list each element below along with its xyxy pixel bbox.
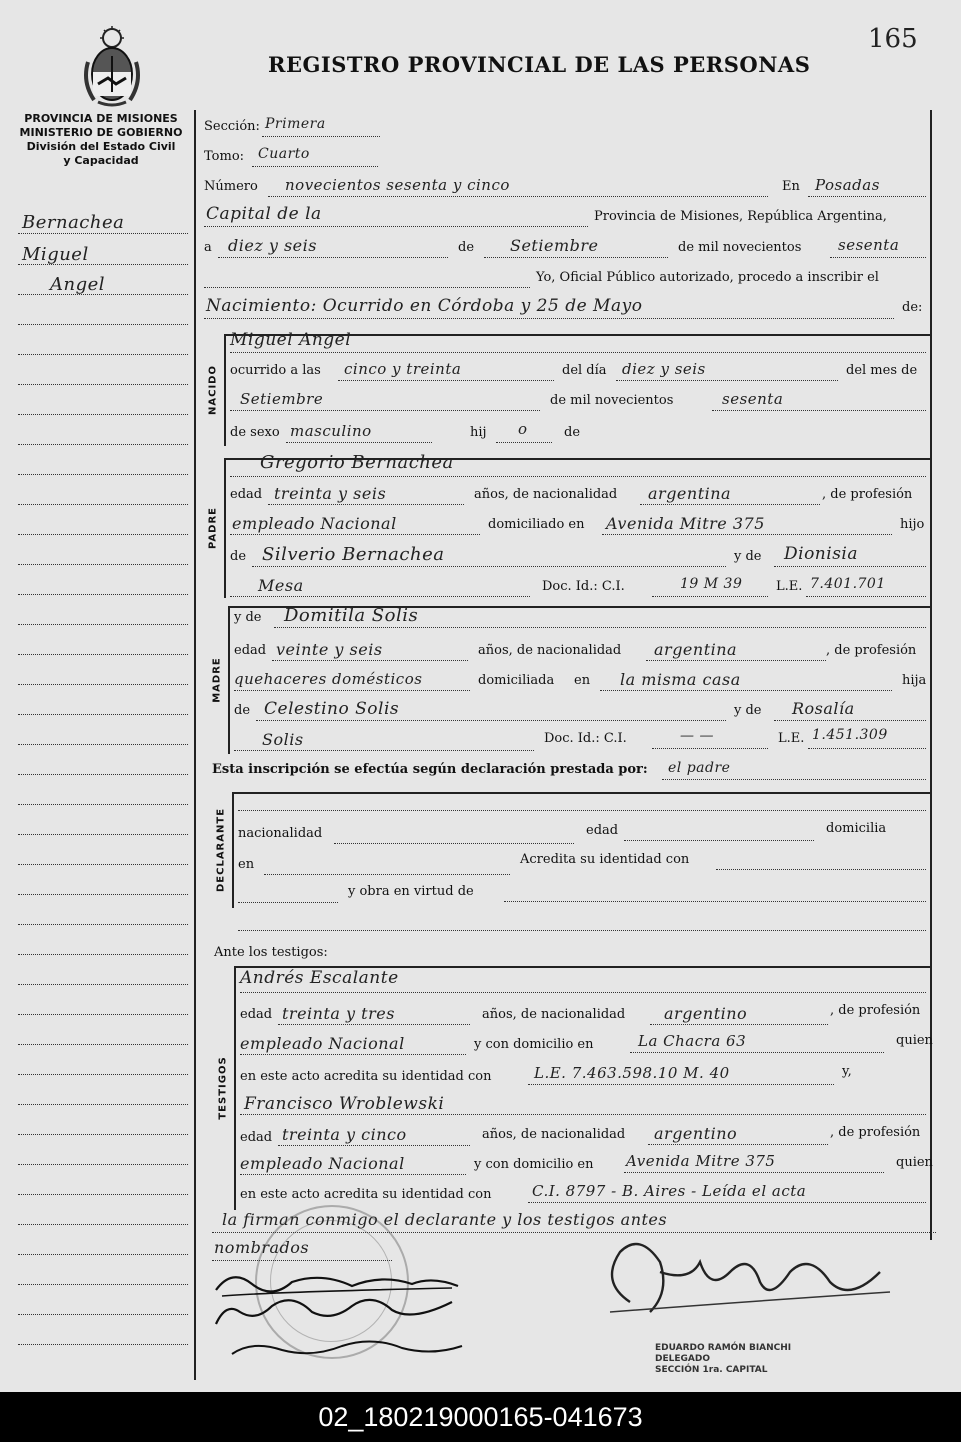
section-nacido <box>202 334 224 446</box>
rule <box>278 1024 470 1025</box>
rule <box>496 442 552 443</box>
label-domicilia: domicilia <box>826 821 887 836</box>
value-declarante: el padre <box>668 760 731 776</box>
rule <box>774 566 926 567</box>
label-doc: Doc. Id.: C.I. <box>542 579 625 594</box>
value-capital: Capital de la <box>206 204 322 224</box>
margin-rule <box>18 444 188 445</box>
value-madre-le: 1.451.309 <box>812 727 888 743</box>
coat-of-arms-icon <box>80 26 144 108</box>
value-anio2: sesenta <box>722 390 784 408</box>
margin-rule <box>18 1344 188 1345</box>
margin-rule <box>18 984 188 985</box>
label-a: a <box>204 240 212 255</box>
rule <box>484 257 668 258</box>
label-seccion: Sección: <box>204 119 260 134</box>
value-padre-le: 7.401.701 <box>810 576 886 592</box>
margin-rule <box>18 834 188 835</box>
label-de: de <box>564 425 581 440</box>
label-edad: edad <box>586 823 619 838</box>
margin-rule <box>18 1044 188 1045</box>
margin-rule <box>18 684 188 685</box>
rule <box>230 410 540 411</box>
label-domiciliado: domiciliado en <box>488 517 585 532</box>
label-del-mes: del mes de <box>846 363 918 378</box>
rule <box>272 660 468 661</box>
value-mes: Setiembre <box>510 236 599 255</box>
official-line: DELEGADO <box>655 1354 710 1364</box>
label-y-de: y de <box>734 549 762 564</box>
margin-rule <box>18 1074 188 1075</box>
label-con-dom: y con domicilio en <box>474 1037 594 1052</box>
label-provincia: Provincia de Misiones, República Argentina, <box>594 209 887 224</box>
label-quien: quien <box>896 1033 933 1048</box>
margin-rule <box>18 954 188 955</box>
value-madre-edad: veinte y seis <box>276 640 383 659</box>
issuer-line: MINISTERIO DE GOBIERNO <box>19 126 183 139</box>
rule <box>624 1172 884 1173</box>
rule <box>504 901 926 902</box>
margin-rule <box>18 354 188 355</box>
value-t1-edad: treinta y tres <box>282 1004 395 1023</box>
label-le: L.E. <box>778 731 805 746</box>
label-con-dom: y con domicilio en <box>474 1157 594 1172</box>
value-madre-prof: quehaceres domésticos <box>234 670 423 688</box>
label-doc: Doc. Id.: C.I. <box>544 731 627 746</box>
label-ocurrido: ocurrido a las <box>230 363 321 378</box>
margin-rule <box>18 414 188 415</box>
rule <box>240 1054 466 1055</box>
rule <box>264 874 510 875</box>
page-number: 165 <box>868 24 918 54</box>
value-cierre: la firman conmigo el declarante y los testigos antes <box>222 1210 668 1229</box>
rule <box>650 1024 828 1025</box>
label-le: L.E. <box>776 579 803 594</box>
margin-rule <box>18 594 188 595</box>
rule <box>204 226 588 227</box>
label-en: En <box>782 179 800 194</box>
label-edad: edad <box>240 1130 273 1145</box>
margin-rule <box>18 264 188 265</box>
value-t2-edad: treinta y cinco <box>282 1125 407 1144</box>
issuer-block <box>10 112 192 168</box>
rule <box>268 196 768 197</box>
section-testigos <box>212 966 234 1210</box>
rule <box>230 352 926 353</box>
value-nacimiento: Nacimiento: Ocurrido en Córdoba y 25 de Mayo <box>206 296 643 316</box>
rule <box>204 287 530 288</box>
label-de-mil: de mil novecientos <box>678 240 802 255</box>
label-quien: quien <box>896 1155 933 1170</box>
value-padre-prof: empleado Nacional <box>232 514 397 533</box>
margin-rule <box>18 1254 188 1255</box>
margin-rule <box>18 1104 188 1105</box>
value-t2-prof: empleado Nacional <box>240 1154 405 1173</box>
rule <box>652 748 768 749</box>
rule <box>278 1145 470 1146</box>
rule <box>238 810 926 811</box>
official-line: EDUARDO RAMÓN BIANCHI <box>655 1343 792 1353</box>
rule <box>234 750 534 751</box>
rule <box>338 380 554 381</box>
margin-rule <box>18 324 188 325</box>
label-edad: edad <box>230 487 263 502</box>
rule <box>600 690 892 691</box>
rule <box>662 779 926 780</box>
margin-rule <box>18 654 188 655</box>
value-madre-ci: — — <box>680 728 714 744</box>
official-line: SECCIÓN 1ra. CAPITAL <box>655 1365 768 1375</box>
margin-rule <box>18 564 188 565</box>
label-en: en <box>574 673 591 688</box>
label-en: en <box>238 857 255 872</box>
margin-name: Miguel <box>22 244 89 265</box>
label-anos: años, de nacionalidad <box>482 1007 626 1022</box>
margin-rule <box>18 894 188 895</box>
label-sexo: de sexo <box>230 425 280 440</box>
value-madre-dom: la misma casa <box>620 670 741 689</box>
rule <box>652 596 768 597</box>
value-t1-nombre: Andrés Escalante <box>240 968 399 988</box>
label-acto: en este acto acredita su identidad con <box>240 1187 492 1202</box>
rule <box>334 843 574 844</box>
value-hora: cinco y treinta <box>344 360 462 378</box>
label-hij: hij <box>470 425 487 440</box>
margin-rule <box>18 504 188 505</box>
label-y-comma: y, <box>842 1064 852 1079</box>
value-padre-dom: Avenida Mitre 375 <box>606 514 765 533</box>
rule <box>252 566 726 567</box>
label-edad: edad <box>240 1007 273 1022</box>
label-anos: años, de nacionalidad <box>474 487 618 502</box>
margin-rule <box>18 233 188 234</box>
label-y-de: y de <box>734 703 762 718</box>
rule <box>218 257 448 258</box>
label-edad: edad <box>234 643 267 658</box>
rule <box>238 902 338 903</box>
rule <box>230 596 530 597</box>
label-acredita: Acredita su identidad con <box>520 852 690 867</box>
value-padre-ci: 19 M 39 <box>680 576 743 592</box>
value-t2-nombre: Francisco Wroblewski <box>244 1094 445 1114</box>
margin-surname: Bernachea <box>22 212 125 233</box>
issuer-line: PROVINCIA DE MISIONES <box>24 112 178 125</box>
margin-rule <box>18 804 188 805</box>
margin-rule <box>18 1314 188 1315</box>
value-madre-de: Celestino Solis <box>264 699 400 719</box>
margin-rule <box>18 384 188 385</box>
rule <box>240 1114 926 1115</box>
label-de: de <box>234 703 251 718</box>
rule <box>808 196 926 197</box>
section-label: MADRE <box>211 657 223 703</box>
label-ante: Ante los testigos: <box>214 945 328 960</box>
label-hijo: hijo <box>900 517 925 532</box>
label-anos: años, de nacionalidad <box>478 643 622 658</box>
rule <box>528 1084 834 1085</box>
rule <box>230 476 926 477</box>
value-t1-doc: L.E. 7.463.598.10 M. 40 <box>534 1064 730 1082</box>
label-yo: Yo, Oficial Público autorizado, procedo a inscribir el <box>536 270 879 285</box>
margin-rule <box>18 1284 188 1285</box>
value-t1-prof: empleado Nacional <box>240 1034 405 1053</box>
value-t1-nac: argentino <box>664 1004 748 1023</box>
value-madre-nombre: Domitila Solis <box>284 605 419 626</box>
rule <box>286 442 432 443</box>
label-de-colon: de: <box>902 300 923 315</box>
section-madre <box>206 606 228 754</box>
label-profesion: , de profesión <box>826 643 917 658</box>
rule <box>268 504 464 505</box>
rule <box>716 869 926 870</box>
value-padre-apellido: Mesa <box>258 576 304 595</box>
section-padre <box>202 458 224 598</box>
label-nacionalidad: nacionalidad <box>238 826 323 841</box>
label-y-obra: y obra en virtud de <box>348 884 474 899</box>
value-hij: o <box>518 420 528 438</box>
margin-rule <box>18 1014 188 1015</box>
section-bracket <box>224 458 226 598</box>
value-dia: diez y seis <box>228 236 317 255</box>
label-hija: hija <box>902 673 927 688</box>
rule <box>230 534 480 535</box>
section-rule <box>232 792 930 794</box>
rule <box>602 534 892 535</box>
value-madre-apellido: Solis <box>262 730 304 749</box>
rule <box>204 318 894 319</box>
value-tomo: Cuarto <box>258 146 310 162</box>
margin-rule <box>18 714 188 715</box>
label-del-dia: del día <box>562 363 607 378</box>
rule <box>624 840 814 841</box>
margin-rule <box>18 534 188 535</box>
value-madre-y-de: Rosalía <box>792 699 855 718</box>
rule <box>640 504 820 505</box>
value-cierre: nombrados <box>214 1238 310 1257</box>
value-en: Posadas <box>815 176 880 194</box>
margin-divider <box>194 110 196 1380</box>
rule <box>262 136 380 137</box>
right-border <box>930 110 932 1240</box>
section-label: DECLARANTE <box>215 807 227 893</box>
value-t2-nac: argentino <box>654 1124 738 1143</box>
rule <box>808 748 926 749</box>
label-de: de <box>458 240 475 255</box>
value-numero: novecientos sesenta y cinco <box>285 176 510 194</box>
section-label: NACIDO <box>207 365 219 415</box>
value-mes2: Setiembre <box>240 390 324 408</box>
label-tomo: Tomo: <box>204 149 245 164</box>
signature-icon <box>590 1232 900 1332</box>
label-profesion: , de profesión <box>822 487 913 502</box>
value-padre-nombre: Gregorio Bernachea <box>260 452 454 473</box>
margin-rule <box>18 474 188 475</box>
label-domiciliada: domiciliada <box>478 673 555 688</box>
rule <box>646 660 826 661</box>
value-padre-de: Silverio Bernachea <box>262 544 445 565</box>
document-title: REGISTRO PROVINCIAL DE LAS PERSONAS <box>268 52 811 77</box>
rule <box>630 1052 884 1053</box>
margin-rule <box>18 774 188 775</box>
rule <box>712 410 926 411</box>
official-stamp <box>655 1343 791 1376</box>
label-y-de: y de <box>234 610 262 625</box>
margin-rule <box>18 1164 188 1165</box>
issuer-line: y Capacidad <box>63 154 139 167</box>
value-padre-edad: treinta y seis <box>274 484 387 503</box>
value-sexo: masculino <box>290 422 372 440</box>
issuer-line: División del Estado Civil <box>26 140 176 153</box>
section-bracket <box>228 606 230 754</box>
rule <box>774 720 926 721</box>
margin-rule <box>18 624 188 625</box>
rule <box>234 690 470 691</box>
rule <box>274 627 926 628</box>
section-bracket <box>232 792 234 908</box>
rule <box>240 1174 466 1175</box>
margin-rule <box>18 744 188 745</box>
margin-name: Angel <box>50 274 106 295</box>
label-numero: Número <box>204 179 258 194</box>
value-dia2: diez y seis <box>622 360 706 378</box>
label-profesion: , de profesión <box>830 1125 921 1140</box>
rule <box>238 930 926 931</box>
rule <box>256 720 726 721</box>
margin-rule <box>18 1134 188 1135</box>
value-seccion: Primera <box>265 116 326 132</box>
rule <box>648 1144 828 1145</box>
margin-rule <box>18 294 188 295</box>
section-bracket <box>234 966 236 1210</box>
rule <box>806 596 926 597</box>
value-nombre: Miguel Angel <box>230 330 352 350</box>
value-padre-y-de: Dionisia <box>784 544 858 564</box>
rule <box>252 166 378 167</box>
value-anio: sesenta <box>838 236 900 254</box>
rule <box>528 1202 926 1203</box>
section-declarante <box>210 792 232 908</box>
label-anos: años, de nacionalidad <box>482 1127 626 1142</box>
rule <box>616 380 838 381</box>
value-t1-dom: La Chacra 63 <box>638 1032 747 1050</box>
label-inscripcion: Esta inscripción se efectúa según declaración prestada por: <box>212 762 648 777</box>
label-profesion: , de profesión <box>830 1003 921 1018</box>
value-t2-dom: Avenida Mitre 375 <box>626 1152 776 1170</box>
rule <box>240 992 926 993</box>
margin-rule <box>18 924 188 925</box>
value-madre-nac: argentina <box>654 640 738 659</box>
label-de: de <box>230 549 247 564</box>
file-id-footer: 02_180219000165-041673 <box>0 1392 961 1442</box>
margin-rule <box>18 1224 188 1225</box>
section-bracket <box>224 334 226 446</box>
section-label: PADRE <box>207 507 219 549</box>
signature-icon <box>212 1262 472 1362</box>
margin-rule <box>18 864 188 865</box>
section-label: TESTIGOS <box>217 1056 229 1120</box>
value-t2-doc: C.I. 8797 - B. Aires - Leída el acta <box>532 1182 807 1200</box>
label-de-mil-nov: de mil novecientos <box>550 393 674 408</box>
value-padre-nac: argentina <box>648 484 732 503</box>
rule <box>830 257 926 258</box>
margin-rule <box>18 1194 188 1195</box>
label-acto: en este acto acredita su identidad con <box>240 1069 492 1084</box>
